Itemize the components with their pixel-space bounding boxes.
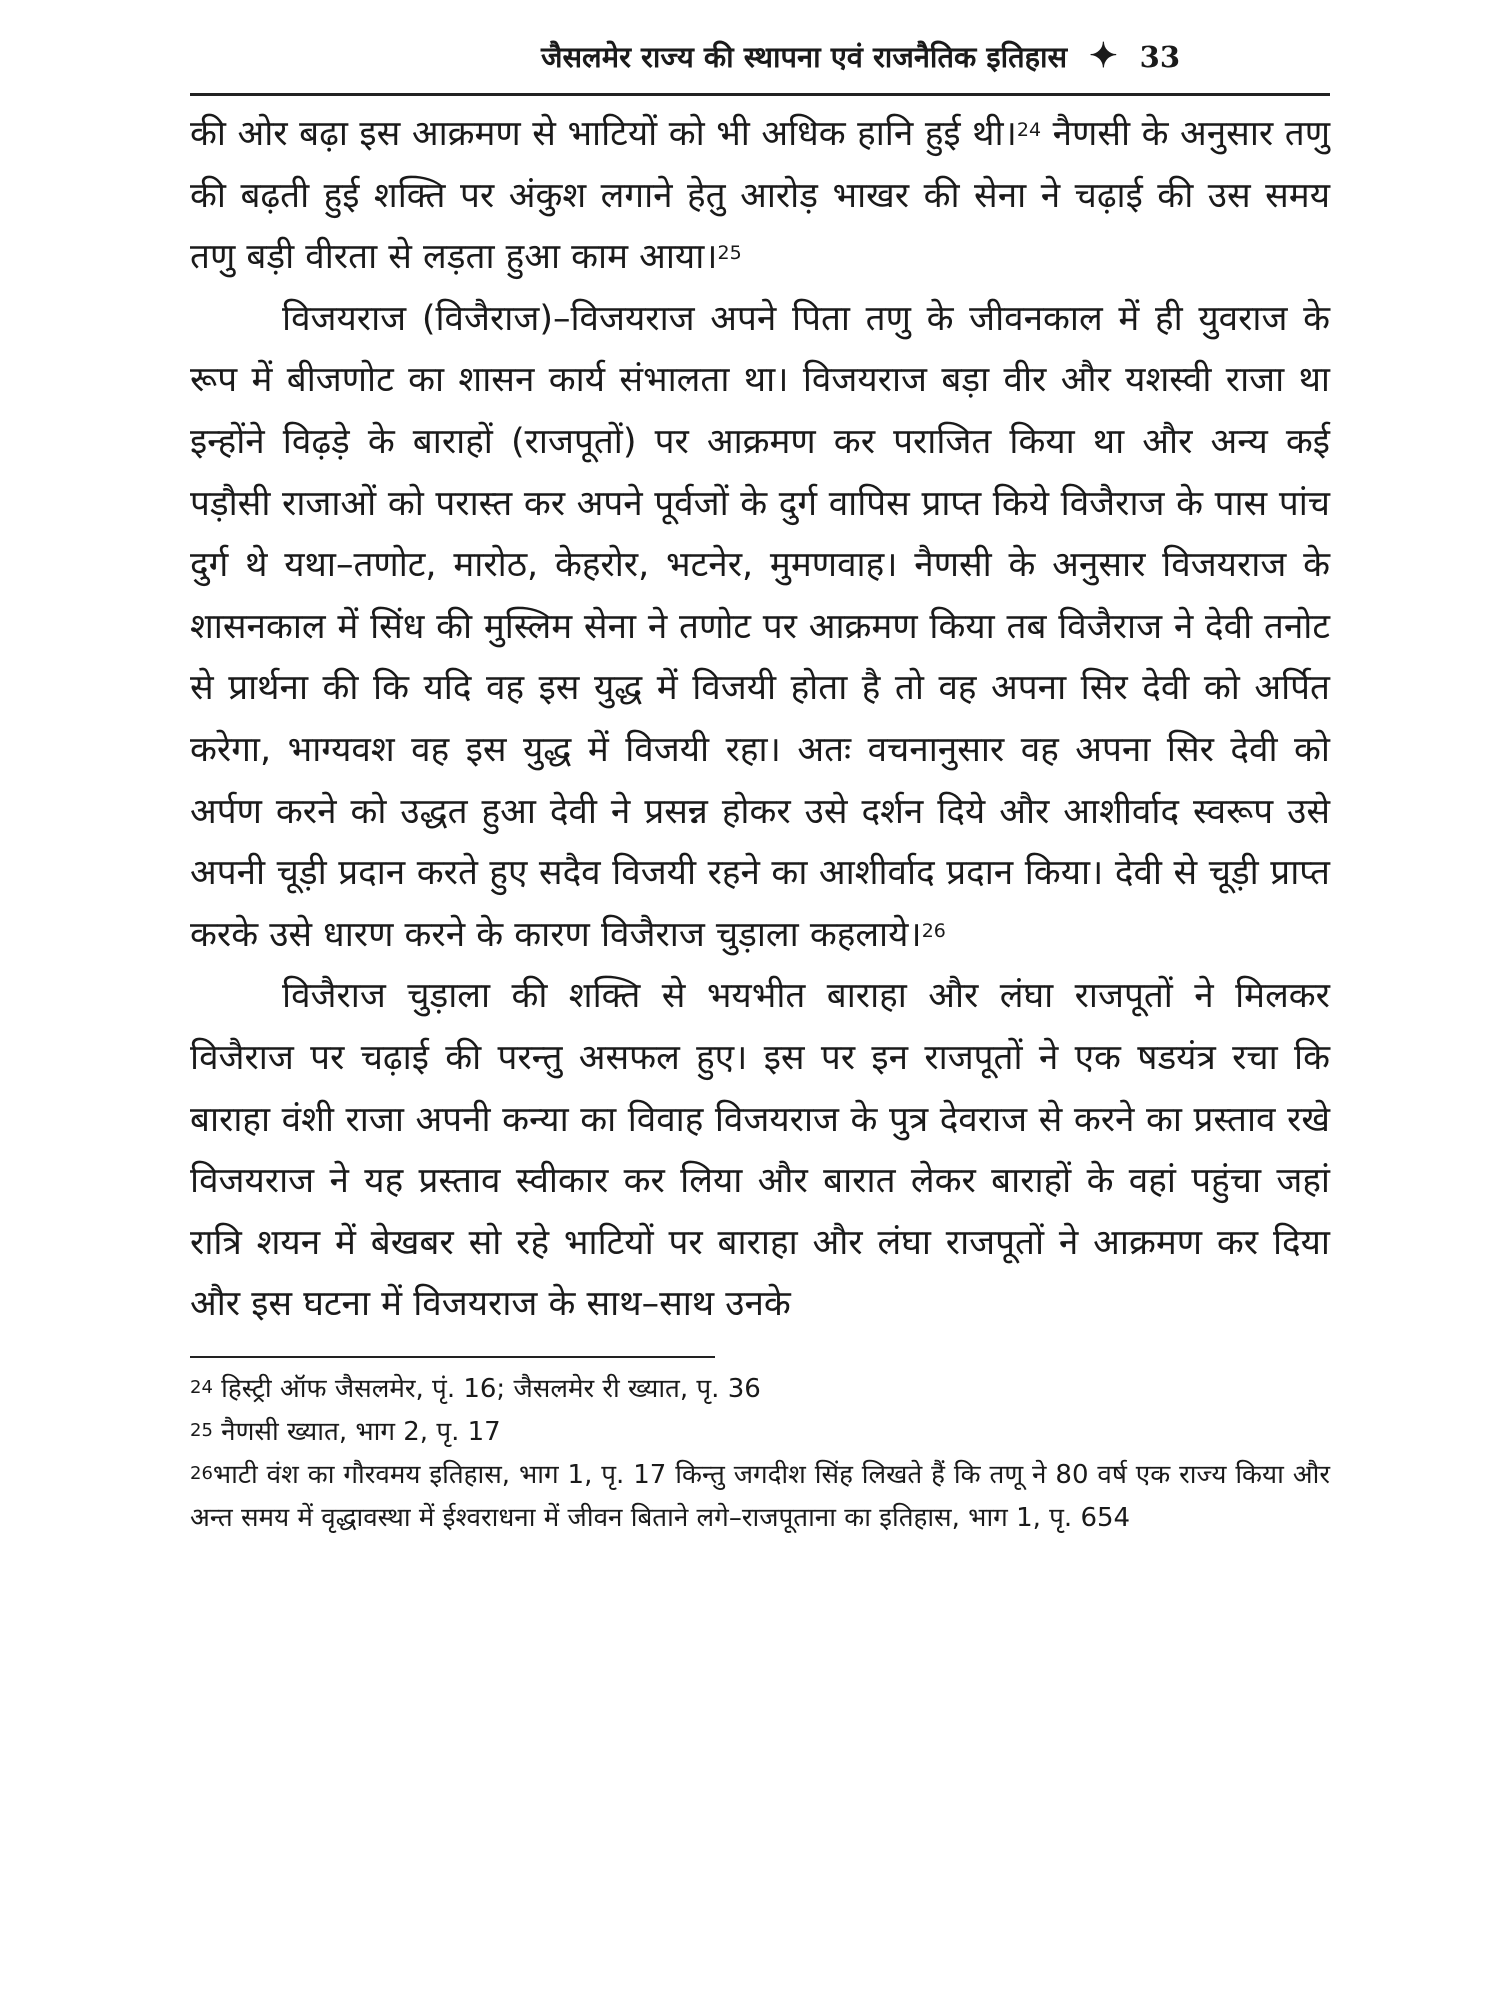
footnote-text: हिस्ट्री ऑफ जैसलमेर, पृं. 16; जैसलमेर री ख्यात, पृ. 36 — [221, 1373, 761, 1404]
footnote-number: 24 — [190, 1376, 213, 1398]
running-header — [190, 36, 1330, 77]
footnote-rule — [190, 1356, 715, 1358]
footnote-text: भाटी वंश का गौरवमय इतिहास, भाग 1, पृ. 17 किन्तु जगदीश सिंह लिखते हैं कि तणू ने 80 वर्ष एक राज्य किया और अन्त समय में वृद्धावस्था में ईश्वराधना में जीवन बिताने लगे–राजपूताना का इतिहास, भाग 1, पृ. 654 — [190, 1459, 1330, 1533]
paragraph-2-text: विजयराज (विजैराज)–विजयराज अपने पिता तणु के जीवनकाल में ही युवराज के रूप में बीजणोट का शासन कार्य संभालता था। विजयराज बड़ा वीर और यशस्वी राजा था इन्होंने विढ़ड़े के बाराहों (राजपूतों) पर आक्रमण कर पराजित किया था और अन्य कई पड़ौसी राजाओं को परास्त कर अपने पूर्वजों के दुर्ग वापिस प्राप्त किये विजैराज के पास पांच दुर्ग थे यथा–तणोट, मारोठ, केहरोर, भटनेर, मुमणवाह। नैणसी के अनुसार विजयराज के शासनकाल में सिंध की मुस्लिम सेना ने तणोट पर आक्रमण किया तब विजैराज ने देवी तनोट से प्रार्थना की कि यदि वह इस युद्ध में विजयी होता है तो वह अपना सिर देवी को अर्पित करेगा, भाग्यवश वह इस युद्ध में विजयी रहा। अतः वचनानुसार वह अपना सिर देवी को अर्पण करने को उद्धत हुआ देवी ने प्रसन्न होकर उसे दर्शन दिये और आशीर्वाद स्वरूप उसे अपनी चूड़ी प्रदान करते हुए सदैव विजयी रहने का आशीर्वाद प्रदान किया। देवी से चूड़ी प्राप्त करके उसे धारण करने के कारण विजैराज चुड़ाला कहलाये। — [190, 298, 1330, 955]
footnote-number: 26 — [190, 1462, 213, 1484]
footnote-ref-24: 24 — [1016, 119, 1042, 141]
body-text — [190, 104, 1330, 1336]
paragraph-2 — [190, 289, 1330, 967]
page-number: 33 — [1139, 40, 1180, 74]
footnote-25 — [190, 1411, 1330, 1454]
paragraph-3-text: विजैराज चुड़ाला की शक्ति से भयभीत बाराहा और लंघा राजपूतों ने मिलकर विजैराज पर चढ़ाई की परन्तु असफल हुए। इस पर इन राजपूतों ने एक षडयंत्र रचा कि बाराहा वंशी राजा अपनी कन्या का विवाह विजयराज के पुत्र देवराज से करने का प्रस्ताव रखे विजयराज ने यह प्रस्ताव स्वीकार कर लिया और बारात लेकर बाराहों के वहां पहुंचा जहां रात्रि शयन में बेखबर सो रहे भाटियों पर बाराहा और लंघा राजपूतों ने आक्रमण कर दिया और इस घटना में विजयराज के साथ–साथ उनके — [190, 976, 1330, 1325]
footnote-number: 25 — [190, 1419, 213, 1441]
footnote-26 — [190, 1454, 1330, 1540]
paragraph-1 — [190, 104, 1330, 289]
paragraph-3 — [190, 966, 1330, 1336]
footnote-24 — [190, 1368, 1330, 1411]
star-separator-icon: ✦ — [1089, 36, 1118, 76]
footnote-text: नैणसी ख्यात, भाग 2, पृ. 17 — [221, 1416, 501, 1447]
paragraph-1-text-a: की ओर बढ़ा इस आक्रमण से भाटियों को भी अधिक हानि हुई थी। — [190, 114, 1017, 154]
footnote-ref-25: 25 — [717, 242, 742, 265]
footnotes — [190, 1368, 1330, 1540]
paragraph-1-text-b: नैणसी के अनुसार तणु की बढ़ती हुई शक्ति पर अंकुश लगाने हेतु आरोड़ भाखर की सेना ने चढ़ाई की उस समय तणु बड़ी वीरता से लड़ता हुआ काम आया। — [190, 114, 1330, 278]
book-page — [190, 36, 1330, 1540]
header-rule — [190, 93, 1330, 96]
chapter-title: जैसलमेर राज्य की स्थापना एवं राजनैतिक इतिहास — [540, 40, 1068, 74]
footnote-ref-26: 26 — [921, 919, 946, 942]
